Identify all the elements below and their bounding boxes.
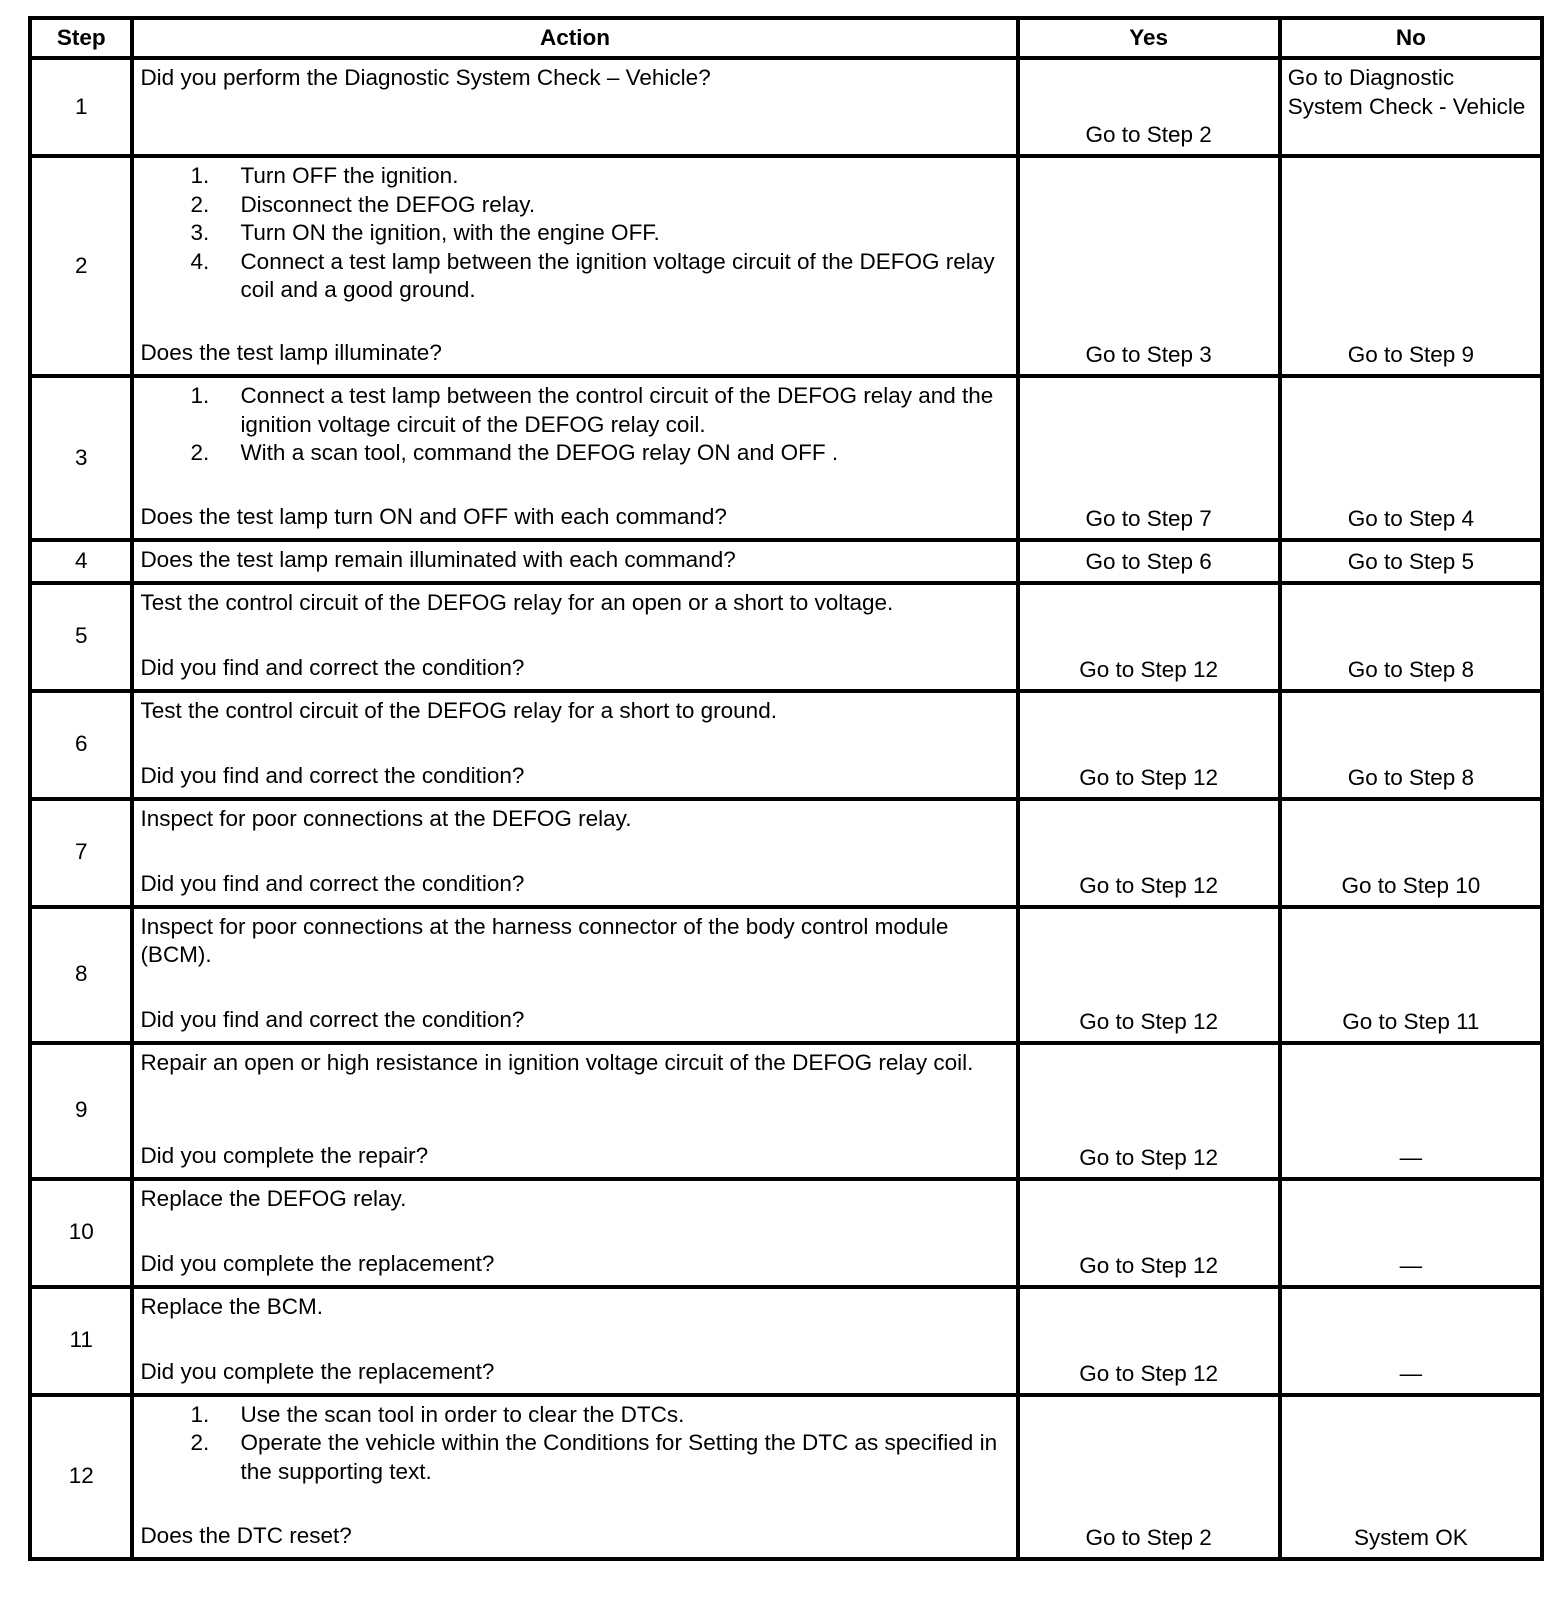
action-question: Did you find and correct the condition? xyxy=(140,1007,525,1032)
yes-result: Go to Step 12 xyxy=(1018,583,1280,691)
step-number: 3 xyxy=(30,376,132,540)
action-text: Repair an open or high resistance in ignition voltage circuit of the DEFOG relay coil. xyxy=(140,1049,974,1075)
action-cell xyxy=(132,1395,1017,1559)
yes-result: Go to Step 3 xyxy=(1018,156,1280,376)
yes-result: Go to Step 12 xyxy=(1018,691,1280,799)
no-result: Go to Step 9 xyxy=(1280,156,1542,376)
action-question: Does the test lamp illuminate? xyxy=(140,340,442,366)
header-row xyxy=(30,18,1542,58)
no-result: System OK xyxy=(1280,1395,1542,1559)
action-cell xyxy=(132,156,1017,376)
table-row xyxy=(30,540,1542,583)
action-question: Did you complete the replacement? xyxy=(140,1359,495,1384)
action-cell xyxy=(132,1287,1017,1395)
action-cell xyxy=(132,58,1017,156)
action-cell xyxy=(132,376,1017,540)
action-question: Does the test lamp remain illuminated with each command? xyxy=(140,547,736,572)
table-row xyxy=(30,907,1542,1043)
table-row xyxy=(30,691,1542,799)
no-result: — xyxy=(1280,1043,1542,1179)
step-number: 7 xyxy=(30,799,132,907)
list-item: 2. Disconnect the DEFOG relay. xyxy=(190,191,536,217)
action-question: Did you complete the replacement? xyxy=(140,1251,495,1276)
yes-result: Go to Step 12 xyxy=(1018,1179,1280,1287)
step-number: 8 xyxy=(30,907,132,1043)
step-number: 9 xyxy=(30,1043,132,1179)
yes-result: Go to Step 12 xyxy=(1018,799,1280,907)
step-number: 12 xyxy=(30,1395,132,1559)
header-step: Step xyxy=(30,18,132,58)
yes-result: Go to Step 2 xyxy=(1018,1395,1280,1559)
table-row xyxy=(30,156,1542,376)
no-result: Go to Step 8 xyxy=(1280,691,1542,799)
table-row xyxy=(30,1395,1542,1559)
yes-result: Go to Step 12 xyxy=(1018,907,1280,1043)
action-cell xyxy=(132,691,1017,799)
list-item: 2. With a scan tool, command the DEFOG relay ON and OFF . xyxy=(190,440,839,466)
action-text: Test the control circuit of the DEFOG relay for a short to ground. xyxy=(140,697,777,723)
yes-result: Go to Step 2 xyxy=(1018,58,1280,156)
no-result: Go to Diagnostic System Check - Vehicle xyxy=(1280,58,1542,156)
action-question: Did you find and correct the condition? xyxy=(140,871,525,896)
yes-result: Go to Step 6 xyxy=(1018,540,1280,583)
yes-result: Go to Step 7 xyxy=(1018,376,1280,540)
table-row xyxy=(30,583,1542,691)
table-row xyxy=(30,1043,1542,1179)
action-cell xyxy=(132,540,1017,583)
action-text: Replace the BCM. xyxy=(140,1293,324,1319)
yes-result: Go to Step 12 xyxy=(1018,1287,1280,1395)
list-item: 1. Turn OFF the ignition. xyxy=(190,163,459,188)
no-result: — xyxy=(1280,1179,1542,1287)
action-cell xyxy=(132,907,1017,1043)
action-steps xyxy=(140,1401,1007,1487)
table-row xyxy=(30,1179,1542,1287)
no-result: Go to Step 10 xyxy=(1280,799,1542,907)
step-number: 6 xyxy=(30,691,132,799)
action-question: Did you complete the repair? xyxy=(140,1143,429,1168)
action-question: Did you find and correct the condition? xyxy=(140,655,525,680)
action-question: Does the test lamp turn ON and OFF with each command? xyxy=(140,504,727,530)
action-text: Inspect for poor connections at the harness connector of the body control module (BCM). xyxy=(140,913,949,968)
header-action: Action xyxy=(132,18,1017,58)
step-number: 1 xyxy=(30,58,132,156)
no-result: Go to Step 5 xyxy=(1280,540,1542,583)
list-item: 3. Turn ON the ignition, with the engine OFF. xyxy=(190,220,660,246)
list-item: 2. Operate the vehicle within the Conditions for Setting the DTC as specified in the supporting text. xyxy=(190,1430,998,1484)
action-text: Test the control circuit of the DEFOG relay for an open or a short to voltage. xyxy=(140,589,894,615)
action-question: Did you find and correct the condition? xyxy=(140,763,525,788)
action-cell xyxy=(132,583,1017,691)
list-item: 1. Connect a test lamp between the control circuit of the DEFOG relay and the ignition voltage circuit of the DEFOG relay coil. xyxy=(190,383,994,437)
no-result: Go to Step 11 xyxy=(1280,907,1542,1043)
action-cell xyxy=(132,799,1017,907)
step-number: 4 xyxy=(30,540,132,583)
list-item: 4. Connect a test lamp between the ignition voltage circuit of the DEFOG relay coil and a good ground. xyxy=(190,248,995,303)
action-question: Does the DTC reset? xyxy=(140,1523,352,1548)
table-row xyxy=(30,376,1542,540)
action-text: Replace the DEFOG relay. xyxy=(140,1185,407,1211)
yes-result: Go to Step 12 xyxy=(1018,1043,1280,1179)
step-number: 2 xyxy=(30,156,132,376)
table-row xyxy=(30,799,1542,907)
header-no: No xyxy=(1280,18,1542,58)
header-yes: Yes xyxy=(1018,18,1280,58)
step-number: 11 xyxy=(30,1287,132,1395)
no-result: Go to Step 8 xyxy=(1280,583,1542,691)
no-result: Go to Step 4 xyxy=(1280,376,1542,540)
diagnostic-table xyxy=(28,16,1544,1561)
table-row xyxy=(30,58,1542,156)
action-cell xyxy=(132,1043,1017,1179)
no-result: — xyxy=(1280,1287,1542,1395)
action-text: Did you perform the Diagnostic System Check – Vehicle? xyxy=(140,65,711,90)
action-text: Inspect for poor connections at the DEFOG relay. xyxy=(140,805,632,831)
action-cell xyxy=(132,1179,1017,1287)
table-row xyxy=(30,1287,1542,1395)
step-number: 10 xyxy=(30,1179,132,1287)
list-item: 1. Use the scan tool in order to clear the DTCs. xyxy=(190,1401,685,1427)
action-steps xyxy=(140,382,1007,468)
step-number: 5 xyxy=(30,583,132,691)
action-steps xyxy=(140,162,1007,305)
